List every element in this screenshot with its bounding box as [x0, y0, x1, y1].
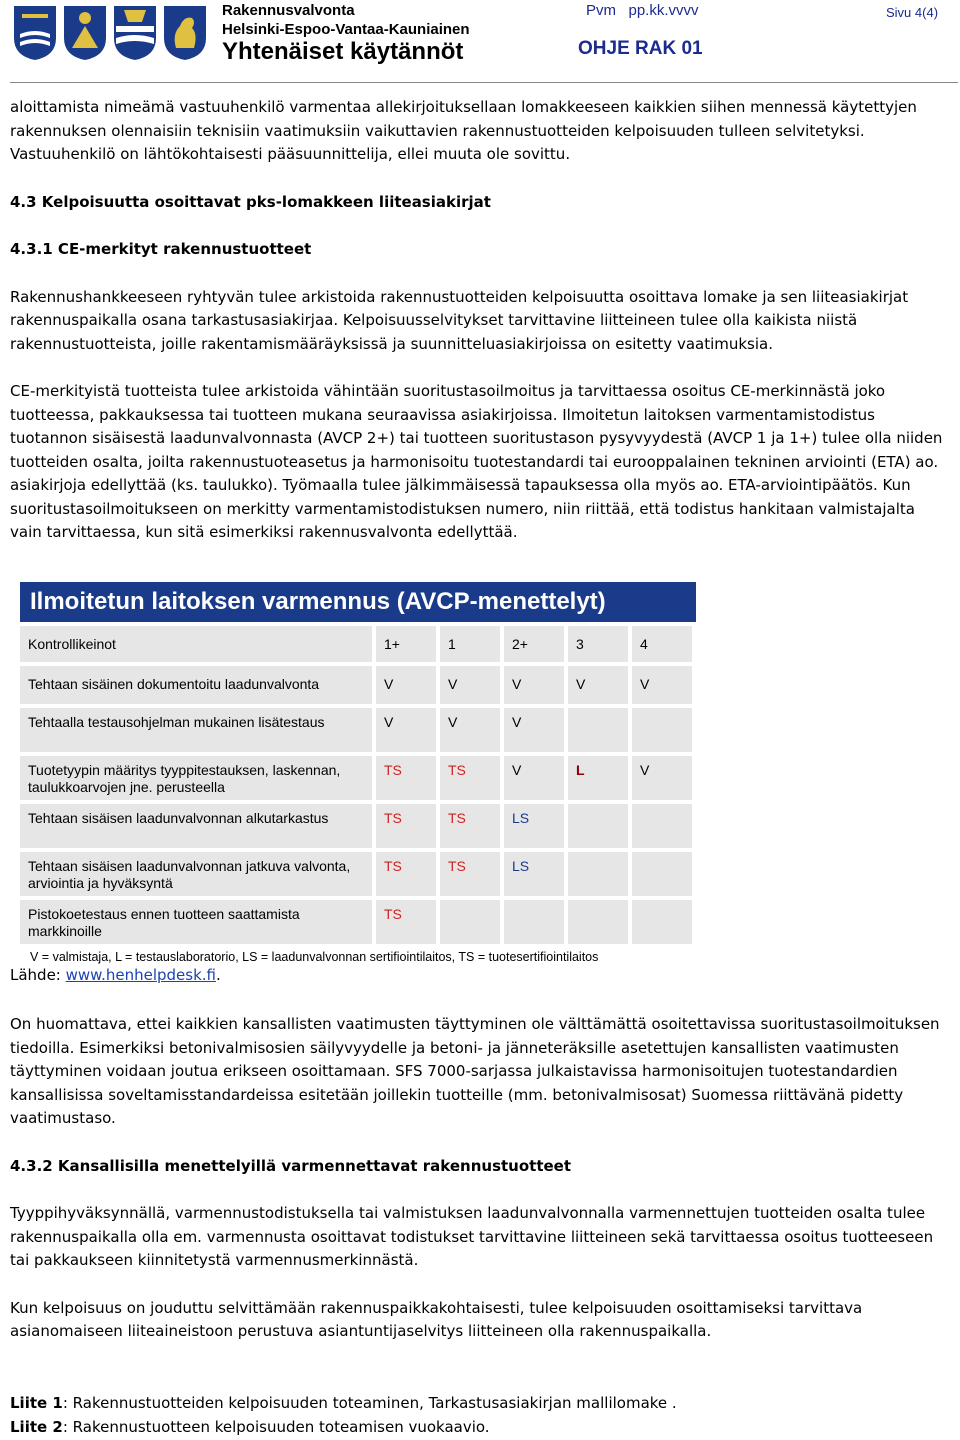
value-cell: TS: [376, 804, 436, 848]
main-text-continued: [10, 1013, 950, 1344]
header-cell: 2+: [504, 626, 564, 662]
header-cell: Kontrollikeinot: [20, 626, 372, 662]
table-row: [20, 708, 696, 752]
source-prefix: Lähde:: [10, 966, 66, 984]
value-cell: TS: [440, 804, 500, 848]
paragraph-national-verification: Tyyppihyväksynnällä, varmennustodistuksella tai valmistuksen laadunvalvonnalla varmennettujen tuotteiden osalta tulee rakennuspaikalla olla em. varmennusta osoittavat todistukset tarvittavine liitteineen sekä tarvittaessa osoitus tuotteeseen tai pakkaukseen kiinnitetystä varmennusmerkinnästä.: [10, 1204, 934, 1269]
value-cell: TS: [440, 852, 500, 896]
section-heading-4-3-2: 4.3.2 Kansallisilla menettelyillä varmennettavat rakennustuotteet: [10, 1156, 572, 1175]
table-title: Ilmoitetun laitoksen varmennus (AVCP-menettelyt): [20, 582, 696, 622]
value-cell: L: [568, 756, 628, 800]
row-label: Tehtaan sisäinen dokumentoitu laadunvalvonta: [20, 666, 372, 704]
kauniainen-coat-of-arms-icon: [162, 4, 208, 62]
table-header-row: [20, 626, 696, 662]
header-cell: 1: [440, 626, 500, 662]
header-cell: 1+: [376, 626, 436, 662]
page-number: Sivu 4(4): [886, 5, 939, 20]
org-line-1: Rakennusvalvonta: [222, 2, 355, 19]
value-cell: V: [568, 666, 628, 704]
value-cell: LS: [504, 804, 564, 848]
value-cell: [632, 804, 692, 848]
value-cell: [568, 708, 628, 752]
row-label: Tehtaan sisäisen laadunvalvonnan jatkuva valvonta, arviointia ja hyväksyntä: [20, 852, 372, 896]
value-cell: TS: [440, 756, 500, 800]
value-cell: [632, 852, 692, 896]
table-row: [20, 852, 696, 896]
value-cell: [632, 900, 692, 944]
value-cell: [568, 804, 628, 848]
value-cell: TS: [376, 900, 436, 944]
page-header: [0, 0, 960, 80]
attachment-item: [10, 1415, 677, 1439]
section-heading-4-3-1: 4.3.1 CE-merkityt rakennustuotteet: [10, 240, 312, 258]
paragraph-site-specific: Kun kelpoisuus on jouduttu selvittämään rakennuspaikkakohtaisesti, tulee kelpoisuuden osoittamiseksi tarvittava asianomaiseen liiteaineistoon perustuva asiantuntijaselvitys liitteineen olla rakennuspaikalla.: [10, 1298, 863, 1340]
row-label: Tehtaan sisäisen laadunvalvonnan alkutarkastus: [20, 804, 372, 848]
source-link[interactable]: www.henhelpdesk.fi: [65, 966, 216, 984]
section-heading-4-3: 4.3 Kelpoisuutta osoittavat pks-lomakkeen liiteasiakirjat: [10, 192, 491, 211]
value-cell: V: [376, 666, 436, 704]
row-label: Tehtaalla testausohjelman mukainen lisätestaus: [20, 708, 372, 752]
value-cell: V: [440, 708, 500, 752]
paragraph-ce-products: CE-merkityistä tuotteista tulee arkistoida vähintään suoritustasoilmoitus ja tarvittaessa osoitus CE-merkinnästä joko tuotteessa, pakkauksessa tai tuotteen mukana seuraavissa asiakirjoissa. Ilmoitetun laitoksen varmentamistodistus tuotannon sisäisestä laadunvalvonnasta (AVCP 2+) tai tuotteen suoritustason pysyvyydestä (AVCP 1 ja 1+) tulee olla niiden tuotteiden osalta, joilta rakennustuoteasetus ja harmonisoitu tuotestandardi tai eurooppalainen tekninen arviointi (ETA) ao. asiakirjoja edellyttää (ks. taulukko). Työmaalla tulee jälkimmäisessä tapauksessa olla myös ao. ETA-arviointipäätös. Kun suoritustasoilmoitukseen on merkitty varmentamistodistuksen numero, niin riittää, että todistus hankitaan valmistajalta vain tarvittaessa, kun sitä esimerkiksi rakennusvalvonta edellyttää.: [10, 382, 943, 541]
table-body: [20, 666, 696, 944]
attachment-label: Liite 2: [10, 1418, 63, 1436]
date-label: Pvm pp.kk.vvvv: [586, 2, 699, 19]
attachment-text: : Rakennustuotteiden kelpoisuuden toteaminen, Tarkastusasiakirjan mallilomake .: [62, 1394, 677, 1412]
source-line: [10, 966, 221, 984]
attachment-item: [10, 1391, 677, 1415]
value-cell: [440, 900, 500, 944]
header-cell: 3: [568, 626, 628, 662]
table-row: [20, 900, 696, 944]
value-cell: TS: [376, 756, 436, 800]
value-cell: V: [504, 708, 564, 752]
table-row: [20, 756, 696, 800]
value-cell: V: [632, 756, 692, 800]
table-row: [20, 804, 696, 848]
value-cell: V: [504, 756, 564, 800]
attachments-list: [10, 1391, 677, 1439]
header-cell: 4: [632, 626, 692, 662]
document-title: Yhtenäiset käytännöt: [222, 38, 464, 65]
avcp-table: [20, 582, 696, 944]
table-row: [20, 666, 696, 704]
municipality-logos: [12, 4, 210, 62]
attachment-text: : Rakennustuotteen kelpoisuuden toteamisen vuokaavio.: [62, 1418, 490, 1436]
attachment-label: Liite 1: [10, 1394, 63, 1412]
value-cell: [632, 708, 692, 752]
value-cell: [568, 852, 628, 896]
value-cell: [568, 900, 628, 944]
row-label: Pistokoetestaus ennen tuotteen saattamista markkinoille: [20, 900, 372, 944]
value-cell: TS: [376, 852, 436, 896]
table-legend: V = valmistaja, L = testauslaboratorio, LS = laadunvalvonnan sertifiointilaitos, TS = tuotesertifiointilaitos: [30, 950, 599, 964]
value-cell: V: [440, 666, 500, 704]
source-suffix: .: [215, 966, 221, 984]
espoo-coat-of-arms-icon: [62, 4, 108, 62]
value-cell: LS: [504, 852, 564, 896]
document-code: OHJE RAK 01: [578, 38, 703, 59]
row-label: Tuotetyypin määritys tyyppitestauksen, laskennan, taulukkoarvojen jne. perusteella: [20, 756, 372, 800]
value-cell: V: [632, 666, 692, 704]
main-text: [10, 96, 950, 545]
value-cell: V: [376, 708, 436, 752]
org-line-2: Helsinki-Espoo-Vantaa-Kauniainen: [222, 21, 470, 38]
header-divider: [10, 82, 958, 83]
value-cell: [504, 900, 564, 944]
vantaa-coat-of-arms-icon: [112, 4, 158, 62]
helsinki-coat-of-arms-icon: [12, 4, 58, 62]
value-cell: V: [504, 666, 564, 704]
paragraph-national-requirements: On huomattava, ettei kaikkien kansallisten vaatimusten täyttyminen ole välttämättä osoitettavissa suoritustasoilmoituksen tiedoilla. Esimerkiksi betonivalmisosien säilyvyydelle ja betoni- ja jänneteräksille asetettujen kansallisten vaatimusten täyttyminen voidaan joutua erikseen osoittamaan. SFS 7000-sarjassa julkaistavissa harmonisoitujen tuotestandardien kansallisissa soveltamisstandardeissa esitetään joillekin tuotteille (mm. betonivalmisosat) Suomessa riittävänä pidetty vaatimustaso.: [10, 1015, 940, 1127]
intro-paragraph: aloittamista nimeämä vastuuhenkilö varmentaa allekirjoituksellaan lomakkeeseen kaikkien siihen mennessä käytettyjen rakennuksen olennaisiin teknisiin vaatimuksiin vaikuttavien rakennustuotteiden kelpoisuuden tulleen selvitetyksi. Vastuuhenkilö on lähtökohtaisesti pääsuunnittelija, ellei muuta ole sovittu.: [10, 98, 917, 163]
paragraph-archiving: Rakennushankkeeseen ryhtyvän tulee arkistoida rakennustuotteiden kelpoisuutta osoittava lomake ja sen liiteasiakirjat rakennuspaikalla osana tarkastusasiakirjaa. Kelpoisuusselvitykset tarvittavine liitteineen tulee olla kaikista niistä rakennustuotteista, joille rakentamismääräyksissä ja suunnitteluasiakirjoissa on esitetty vaatimuksia.: [10, 287, 909, 353]
